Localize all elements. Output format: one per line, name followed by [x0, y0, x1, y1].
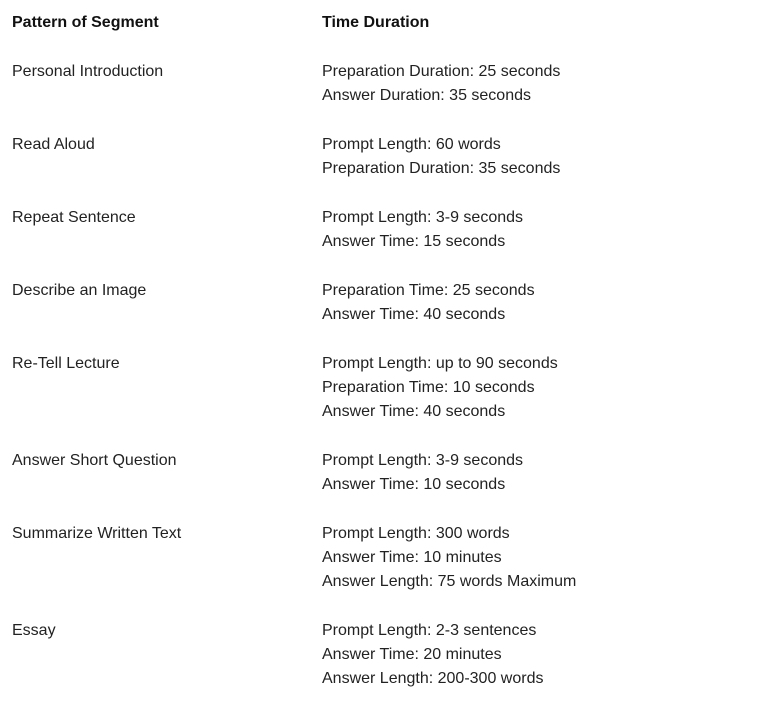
duration-line: Prompt Length: 2-3 sentences [322, 622, 537, 639]
duration-line: Prompt Length: 300 words [322, 525, 510, 542]
table-row [0, 133, 775, 181]
duration-line: Preparation Duration: 25 seconds [322, 63, 561, 80]
segment-name: Re-Tell Lecture [12, 355, 120, 372]
duration-line: Prompt Length: 3-9 seconds [322, 452, 524, 469]
duration-line: Answer Time: 40 seconds [322, 306, 506, 323]
duration-line: Preparation Time: 10 seconds [322, 379, 535, 396]
segment-name: Personal Introduction [12, 63, 164, 80]
header-duration: Time Duration [322, 14, 430, 31]
duration-line: Answer Time: 10 seconds [322, 476, 506, 493]
table-row [0, 449, 775, 497]
duration-line: Prompt Length: up to 90 seconds [322, 355, 558, 372]
duration-details [322, 352, 775, 424]
duration-details [322, 619, 775, 691]
duration-line: Answer Time: 40 seconds [322, 403, 506, 420]
segment-name: Read Aloud [12, 136, 95, 153]
duration-line: Prompt Length: 60 words [322, 136, 501, 153]
duration-details [322, 522, 775, 594]
duration-line: Preparation Duration: 35 seconds [322, 160, 561, 177]
duration-line: Preparation Time: 25 seconds [322, 282, 535, 299]
segment-name: Summarize Written Text [12, 525, 182, 542]
duration-line: Answer Time: 10 minutes [322, 549, 502, 566]
table-row [0, 60, 775, 108]
duration-details [322, 206, 775, 254]
duration-line: Answer Time: 15 seconds [322, 233, 506, 250]
table-row [0, 352, 775, 424]
table-body [0, 60, 775, 691]
segment-name: Repeat Sentence [12, 209, 136, 226]
table-row [0, 206, 775, 254]
table-row [0, 619, 775, 691]
duration-line: Prompt Length: 3-9 seconds [322, 209, 524, 226]
duration-line: Answer Length: 75 words Maximum [322, 573, 577, 590]
table-header-row [0, 11, 775, 35]
segment-name: Answer Short Question [12, 452, 177, 469]
table-row [0, 279, 775, 327]
table-row [0, 522, 775, 594]
segment-name: Describe an Image [12, 282, 147, 299]
segment-name: Essay [12, 622, 56, 639]
duration-line: Answer Duration: 35 seconds [322, 87, 531, 104]
duration-details [322, 279, 775, 327]
duration-details [322, 449, 775, 497]
duration-details [322, 133, 775, 181]
header-segment: Pattern of Segment [12, 14, 159, 31]
duration-line: Answer Length: 200-300 words [322, 670, 544, 687]
duration-line: Answer Time: 20 minutes [322, 646, 502, 663]
duration-details [322, 60, 775, 108]
